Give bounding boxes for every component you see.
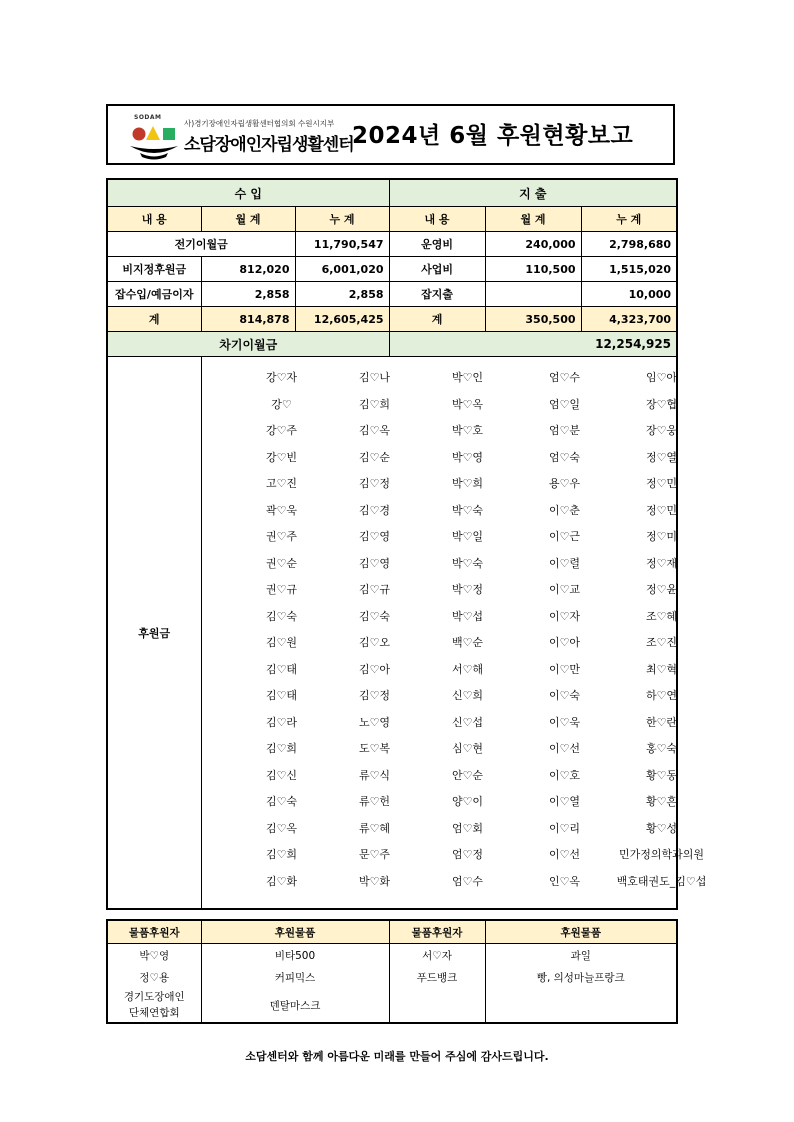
donor-name: 강♡자 bbox=[265, 371, 298, 384]
col-cumulative: 누 계 bbox=[581, 207, 677, 232]
thank-you-note: 소담센터와 함께 아름다운 미래를 만들어 주심에 감사드립니다. bbox=[245, 1050, 549, 1063]
donor-name: 박♡희 bbox=[451, 477, 484, 490]
goods-item bbox=[485, 988, 677, 1023]
donor-name: 박♡화 bbox=[358, 874, 391, 888]
col-content: 내 용 bbox=[389, 207, 485, 232]
donor-name: 김♡희 bbox=[265, 848, 298, 861]
donor-grid bbox=[202, 357, 707, 908]
donor-name: 이♡열 bbox=[548, 795, 581, 808]
page-title: 2024년 6월 후원현황보고 bbox=[352, 123, 634, 149]
goods-donor: 정♡용 bbox=[107, 966, 201, 988]
expense-label: 사업비 bbox=[389, 257, 485, 282]
table-row bbox=[107, 282, 677, 307]
donor-name: 류♡헌 bbox=[358, 795, 391, 808]
donor-name: 한♡란 bbox=[645, 715, 678, 729]
expense-cumulative: 10,000 bbox=[581, 282, 677, 307]
goods-donor-header: 물품후원자 bbox=[107, 920, 201, 944]
report-header bbox=[106, 104, 675, 165]
donor-name: 이♡선 bbox=[548, 848, 581, 861]
goods-donor: 푸드뱅크 bbox=[389, 966, 485, 988]
donor-name: 김♡아 bbox=[358, 662, 391, 676]
donor-name: 김♡라 bbox=[265, 715, 298, 729]
expense-monthly bbox=[485, 282, 581, 307]
donations-row bbox=[107, 357, 677, 910]
col-cumulative: 누 계 bbox=[295, 207, 389, 232]
donor-name: 이♡자 bbox=[548, 609, 581, 623]
finance-table bbox=[106, 178, 707, 910]
donor-name: 김♡숙 bbox=[265, 795, 298, 808]
column-header-row bbox=[107, 207, 677, 232]
goods-donor: 서♡자 bbox=[389, 944, 485, 967]
donor-name: 조♡진 bbox=[645, 636, 678, 649]
goods-row bbox=[107, 966, 677, 988]
donor-name: 이♡교 bbox=[548, 583, 581, 596]
table-row bbox=[107, 257, 677, 282]
donor-name: 김♡희 bbox=[265, 742, 298, 755]
goods-table bbox=[106, 919, 678, 1024]
donor-name: 엄♡회 bbox=[451, 821, 484, 835]
goods-header-row bbox=[107, 920, 677, 944]
goods-donor: 박♡영 bbox=[107, 944, 201, 967]
totals-label: 계 bbox=[107, 307, 201, 332]
income-cumulative: 6,001,020 bbox=[295, 257, 389, 282]
donor-name: 황♡흔 bbox=[645, 795, 678, 808]
goods-item: 빵, 의성마늘프랑크 bbox=[485, 966, 677, 988]
donor-name: 곽♡욱 bbox=[265, 503, 298, 517]
donor-name: 정♡미 bbox=[645, 530, 678, 543]
expense-monthly: 110,500 bbox=[485, 257, 581, 282]
income-cumulative: 2,858 bbox=[295, 282, 389, 307]
donor-name: 권♡순 bbox=[265, 556, 298, 570]
donor-name: 홍♡숙 bbox=[645, 742, 678, 755]
expense-cumulative: 2,798,680 bbox=[581, 232, 677, 257]
donor-name: 김♡신 bbox=[265, 768, 298, 782]
donor-name: 김♡숙 bbox=[358, 609, 391, 623]
table-row bbox=[107, 232, 677, 257]
income-total-monthly: 814,878 bbox=[201, 307, 295, 332]
donor-name: 양♡이 bbox=[451, 795, 484, 808]
income-label: 전기이월금 bbox=[107, 232, 295, 257]
donor-name: 용♡우 bbox=[548, 477, 581, 490]
donor-name: 류♡혜 bbox=[358, 821, 391, 835]
donor-name: 권♡규 bbox=[265, 583, 298, 596]
donor-name: 정♡재 bbox=[645, 556, 678, 570]
income-section-title: 수 입 bbox=[107, 179, 389, 207]
donor-name: 박♡영 bbox=[451, 450, 484, 464]
totals-label: 계 bbox=[389, 307, 485, 332]
goods-donor-header: 물품후원자 bbox=[389, 920, 485, 944]
donor-name: 민가정의학과의원 bbox=[618, 848, 704, 861]
income-label: 잡수입/예금이자 bbox=[107, 282, 201, 307]
income-label: 비지정후원금 bbox=[107, 257, 201, 282]
carryover-label: 차기이월금 bbox=[107, 332, 389, 357]
goods-donor: 경기도장애인 단체연합회 bbox=[107, 988, 201, 1023]
expense-total-cumulative: 4,323,700 bbox=[581, 307, 677, 332]
donor-name: 이♡욱 bbox=[548, 715, 581, 729]
donor-name: 엄♡분 bbox=[548, 424, 581, 437]
donor-name: 신♡섭 bbox=[451, 715, 484, 729]
donor-name: 정♡민 bbox=[645, 503, 678, 517]
expense-section-title: 지 출 bbox=[389, 179, 677, 207]
expense-label: 잡지출 bbox=[389, 282, 485, 307]
donor-name: 황♡성 bbox=[645, 821, 678, 835]
goods-item: 커피믹스 bbox=[201, 966, 389, 988]
donor-name: 박♡섭 bbox=[451, 609, 484, 623]
donor-name: 강♡ bbox=[271, 397, 292, 411]
donor-name: 김♡오 bbox=[358, 636, 391, 649]
donor-name: 안♡순 bbox=[451, 768, 484, 782]
donor-name: 강♡빈 bbox=[265, 450, 298, 464]
donor-name: 장♡웅 bbox=[645, 424, 678, 437]
donor-name: 김♡태 bbox=[265, 689, 298, 702]
donor-name: 고♡진 bbox=[265, 477, 298, 490]
expense-label: 운영비 bbox=[389, 232, 485, 257]
donor-name: 김♡영 bbox=[358, 556, 391, 570]
donor-list bbox=[201, 357, 707, 910]
donor-column bbox=[413, 369, 523, 899]
goods-item-header: 후원물품 bbox=[485, 920, 677, 944]
donor-name: 권♡주 bbox=[265, 530, 298, 543]
donor-name: 도♡복 bbox=[358, 742, 391, 755]
donor-name: 이♡리 bbox=[548, 821, 581, 835]
goods-item: 비타500 bbox=[201, 944, 389, 967]
donor-name: 엄♡숙 bbox=[548, 450, 581, 464]
col-content: 내 용 bbox=[107, 207, 201, 232]
donor-name: 엄♡일 bbox=[548, 397, 581, 411]
donor-name: 이♡근 bbox=[548, 530, 581, 543]
donor-name: 김♡정 bbox=[358, 689, 391, 702]
donor-name: 인♡옥 bbox=[548, 874, 581, 888]
donor-name: 박♡정 bbox=[451, 583, 484, 596]
donor-name: 이♡아 bbox=[548, 636, 581, 649]
income-total-cumulative: 12,605,425 bbox=[295, 307, 389, 332]
goods-item: 덴탈마스크 bbox=[201, 988, 389, 1023]
donor-name: 최♡혁 bbox=[645, 662, 678, 676]
donor-name: 노♡영 bbox=[358, 715, 391, 729]
org-association: 사)경기장애인자립생활센터협의회 수원시지부 bbox=[184, 119, 335, 128]
donor-name: 김♡태 bbox=[265, 662, 298, 676]
goods-row bbox=[107, 988, 677, 1023]
donor-name: 류♡식 bbox=[358, 768, 391, 782]
donor-name: 김♡나 bbox=[358, 371, 391, 384]
donor-name: 박♡숙 bbox=[451, 503, 484, 517]
donor-name: 백호태권도_김♡섭 bbox=[616, 874, 707, 888]
donor-name: 임♡아 bbox=[645, 371, 678, 384]
donor-name: 하♡연 bbox=[645, 689, 678, 702]
goods-item-header: 후원물품 bbox=[201, 920, 389, 944]
donor-name: 김♡숙 bbox=[265, 609, 298, 623]
donor-name: 조♡혜 bbox=[645, 609, 678, 623]
section-header-row bbox=[107, 179, 677, 207]
donor-name: 김♡영 bbox=[358, 530, 391, 543]
donor-name: 이♡선 bbox=[548, 742, 581, 755]
donor-name: 정♡민 bbox=[645, 477, 678, 490]
income-cumulative: 11,790,547 bbox=[295, 232, 389, 257]
donor-name: 김♡화 bbox=[265, 874, 298, 888]
logo-small-text: SODAM bbox=[134, 114, 162, 121]
donor-name: 이♡만 bbox=[548, 662, 581, 676]
income-monthly: 812,020 bbox=[201, 257, 295, 282]
donor-name: 이♡호 bbox=[548, 768, 581, 782]
donor-name: 김♡옥 bbox=[265, 821, 298, 835]
donor-column bbox=[607, 369, 717, 899]
donor-name: 문♡주 bbox=[358, 848, 391, 861]
donor-name: 장♡협 bbox=[645, 397, 678, 411]
donor-name: 박♡옥 bbox=[451, 397, 484, 411]
donor-name: 박♡일 bbox=[451, 530, 484, 543]
expense-monthly: 240,000 bbox=[485, 232, 581, 257]
donor-name: 황♡동 bbox=[645, 768, 678, 782]
donor-name: 김♡정 bbox=[358, 477, 391, 490]
donor-name: 박♡숙 bbox=[451, 556, 484, 570]
donor-name: 엄♡수 bbox=[548, 371, 581, 384]
col-monthly: 월 계 bbox=[201, 207, 295, 232]
donor-name: 정♡윤 bbox=[645, 583, 678, 596]
donor-column bbox=[510, 369, 620, 899]
donor-name: 김♡희 bbox=[358, 397, 391, 411]
donor-name: 서♡해 bbox=[451, 662, 484, 676]
donor-name: 이♡춘 bbox=[548, 503, 581, 517]
goods-donor bbox=[389, 988, 485, 1023]
donations-label: 후원금 bbox=[107, 357, 201, 910]
donor-name: 신♡희 bbox=[451, 689, 484, 702]
donor-name: 심♡현 bbox=[451, 742, 484, 755]
totals-row bbox=[107, 307, 677, 332]
donor-name: 백♡순 bbox=[451, 636, 484, 649]
donor-name: 김♡옥 bbox=[358, 424, 391, 437]
donor-name: 이♡렬 bbox=[548, 556, 581, 570]
donor-name: 강♡주 bbox=[265, 424, 298, 437]
income-monthly: 2,858 bbox=[201, 282, 295, 307]
donor-name: 엄♡수 bbox=[451, 874, 484, 888]
donor-name: 김♡경 bbox=[358, 503, 391, 517]
col-monthly: 월 계 bbox=[485, 207, 581, 232]
expense-total-monthly: 350,500 bbox=[485, 307, 581, 332]
donor-name: 엄♡정 bbox=[451, 848, 484, 861]
expense-cumulative: 1,515,020 bbox=[581, 257, 677, 282]
donor-name: 정♡열 bbox=[645, 450, 678, 464]
goods-row bbox=[107, 944, 677, 967]
donor-name: 김♡순 bbox=[358, 450, 391, 464]
goods-item: 과일 bbox=[485, 944, 677, 967]
donor-name: 박♡호 bbox=[451, 424, 484, 437]
sodam-logo bbox=[126, 112, 354, 160]
org-center-name: 소담장애인자립생활센터 bbox=[184, 135, 354, 155]
donor-name: 박♡인 bbox=[451, 371, 484, 384]
carryover-row bbox=[107, 332, 677, 357]
donor-name: 김♡규 bbox=[358, 583, 391, 596]
carryover-value: 12,254,925 bbox=[389, 332, 677, 357]
logo-emblem-icon bbox=[126, 120, 182, 166]
donor-name: 김♡원 bbox=[265, 636, 298, 649]
donor-name: 이♡숙 bbox=[548, 689, 581, 702]
